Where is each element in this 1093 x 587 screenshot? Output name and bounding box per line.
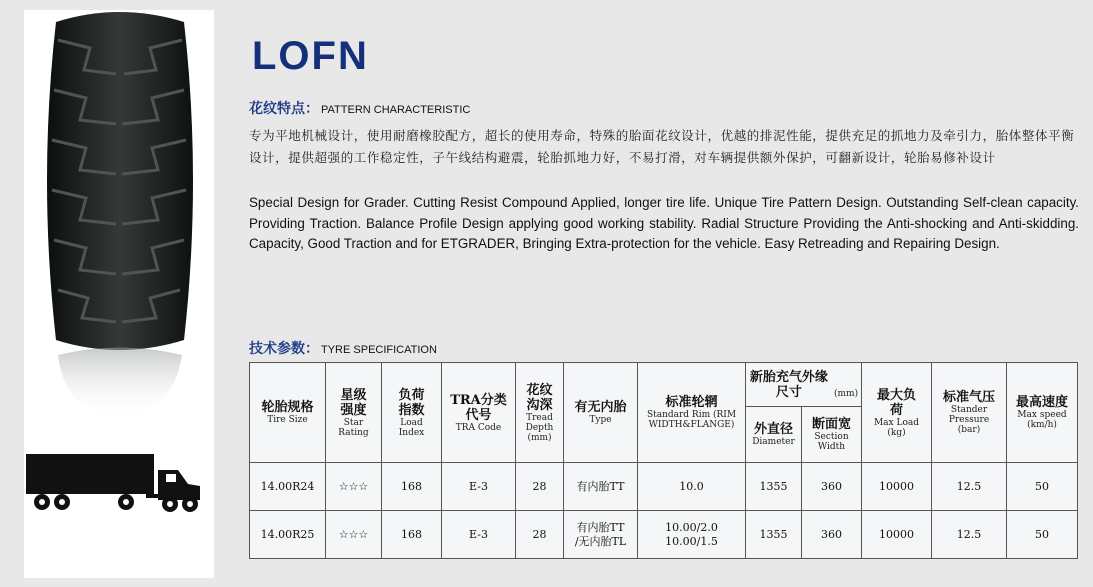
cell-max-load: 10000 (862, 463, 932, 511)
cell-width: 360 (802, 511, 862, 559)
spec-heading-en: TYRE SPECIFICATION (321, 344, 437, 356)
header-section-width: 断面宽 Section Width (802, 407, 862, 463)
cell-tra: E-3 (442, 463, 516, 511)
cell-rim (638, 511, 746, 559)
cell-speed: 50 (1007, 463, 1078, 511)
pattern-heading (249, 98, 470, 118)
cell-load-index: 168 (382, 511, 442, 559)
brand-title: LOFN (252, 34, 369, 78)
cell-type (564, 511, 638, 559)
cell-type-line2: /无内胎TL (574, 534, 627, 548)
header-dimensions: 新胎充气外缘尺寸 (mm) (746, 363, 862, 407)
cell-rim-line1: 10.00/2.0 (665, 520, 718, 534)
header-load-index: 负荷指数 Load Index (382, 363, 442, 463)
cell-tread: 28 (516, 511, 564, 559)
pattern-heading-cn: 花纹特点： (249, 101, 319, 117)
cell-size: 14.00R25 (250, 511, 326, 559)
tire-image (24, 10, 214, 430)
spec-heading (249, 338, 437, 358)
header-tread-depth: 花纹沟深 Tread Depth (mm) (516, 363, 564, 463)
table-row (250, 511, 1078, 559)
header-max-load: 最大负荷 Max Load (kg) (862, 363, 932, 463)
cell-speed: 50 (1007, 511, 1078, 559)
cell-max-load: 10000 (862, 511, 932, 559)
header-max-speed: 最高速度 Max speed (km/h) (1007, 363, 1078, 463)
cell-type (564, 463, 638, 511)
cell-type-line1: 有内胎TT (576, 479, 625, 493)
cell-rim-line2: 10.00/1.5 (665, 534, 718, 548)
header-tire-size: 轮胎规格 Tire Size (250, 363, 326, 463)
cell-width: 360 (802, 463, 862, 511)
cell-star: ☆☆☆ (326, 463, 382, 511)
pattern-heading-en: PATTERN CHARACTERISTIC (321, 104, 471, 116)
cell-size: 14.00R24 (250, 463, 326, 511)
header-star-rating: 星级强度 Star Rating (326, 363, 382, 463)
truck-icon (26, 450, 212, 514)
spec-heading-cn: 技术参数： (249, 341, 319, 357)
cell-load-index: 168 (382, 463, 442, 511)
cell-diameter: 1355 (746, 463, 802, 511)
cell-rim (638, 463, 746, 511)
cell-rim-line1: 10.0 (679, 479, 704, 493)
product-image-panel (24, 10, 214, 578)
cell-pressure: 12.5 (932, 463, 1007, 511)
header-standard-rim: 标准轮辋 Standard Rim (RIM WIDTH&FLANGE) (638, 363, 746, 463)
cell-star: ☆☆☆ (326, 511, 382, 559)
spec-table (249, 362, 1078, 559)
cell-tra: E-3 (442, 511, 516, 559)
pattern-description-en: Special Design for Grader. Cutting Resist Compound Applied, longer tire life. Unique Tire Pattern Design. Outstanding Self-clean capacity. Providing Traction. Balance Profile Design applying good working stability. Radial Structure Providing the Anti-shocking and Anti-skidding. Capacity, Good Traction and for ETGRADER, Bringing Extra-protection for the vehicle. Easy Retreading and Repairing Design. (249, 195, 1079, 251)
header-pressure: 标准气压 Stander Pressure (bar) (932, 363, 1007, 463)
pattern-description-cn: 专为平地机械设计，使用耐磨橡胶配方，超长的使用寿命，特殊的胎面花纹设计，优越的排泥性能，提供充足的抓地力及牵引力，胎体整体平衡设计，提供超强的工作稳定性，子午线结构避震，轮胎抓地力好，不易打滑，对车辆提供额外保护，可翻新设计，轮胎易修补设计 (249, 128, 1075, 165)
header-tra-code: TRA分类代号 TRA Code (442, 363, 516, 463)
cell-type-line1: 有内胎TT (576, 520, 625, 534)
cell-diameter: 1355 (746, 511, 802, 559)
header-diameter: 外直径 Diameter (746, 407, 802, 463)
header-type: 有无内胎 Type (564, 363, 638, 463)
cell-pressure: 12.5 (932, 511, 1007, 559)
table-row (250, 463, 1078, 511)
cell-tread: 28 (516, 463, 564, 511)
